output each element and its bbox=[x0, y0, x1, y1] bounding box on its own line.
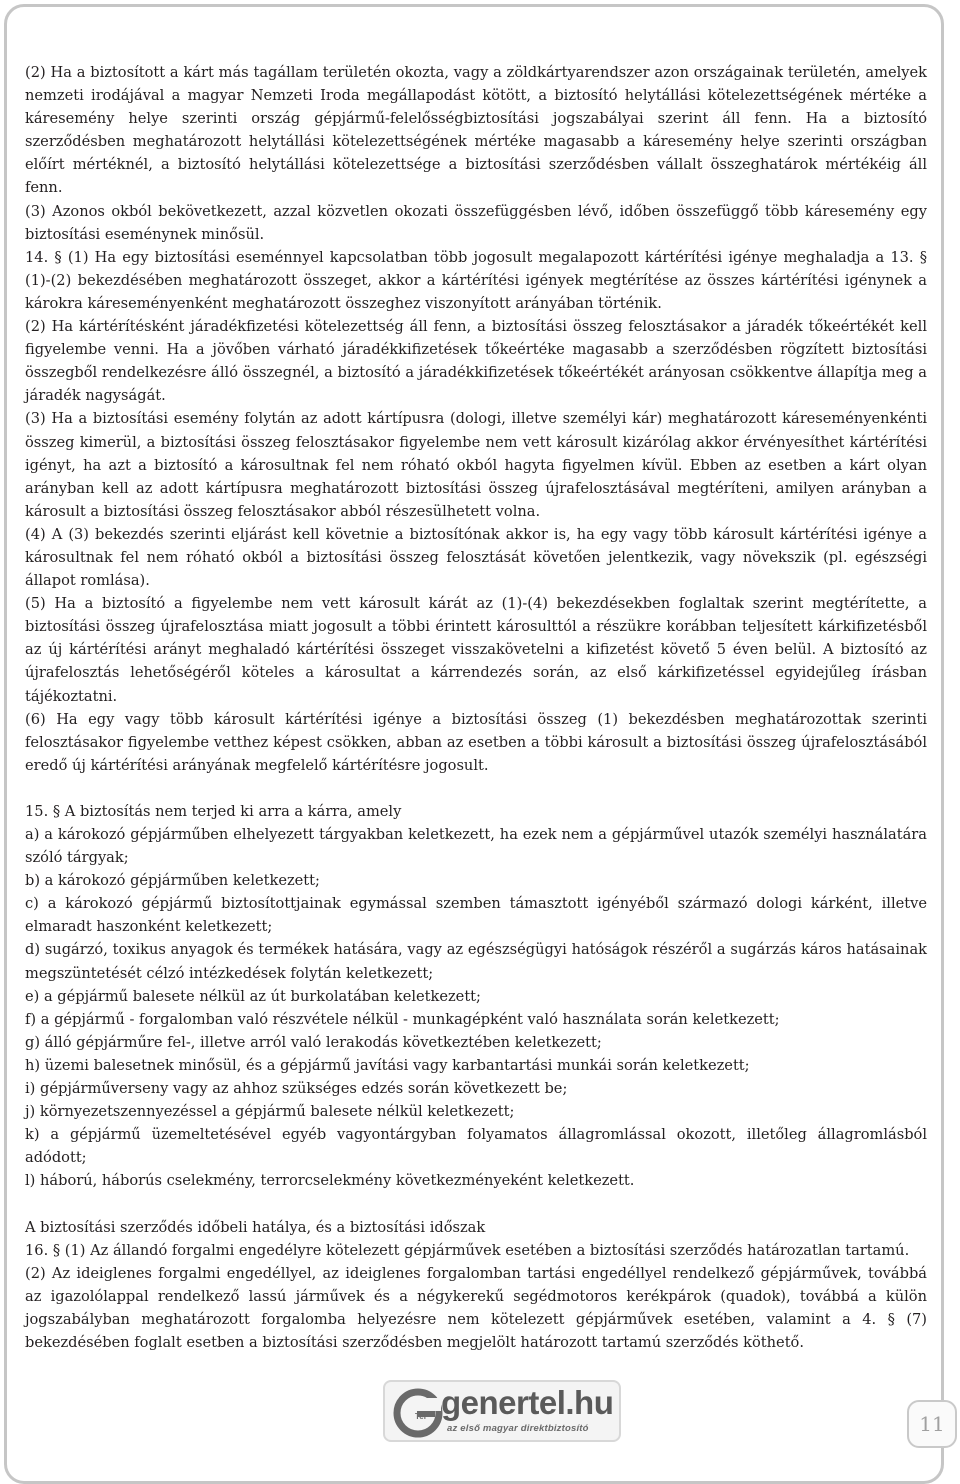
paragraph-14-1: 14. § (1) Ha egy biztosítási eseménnyel kapcsolatban több jogosult megalapozott kártérítési igénye meghaladja a 13. § (1)-(2) bekezdésében meghatározott összeget, akkor a kártérítési igények megtérítése az összes kártérítési igénynek a károkra káreseményenként meghatározott összeghez viszonyított arányában történik. bbox=[25, 248, 927, 312]
list-item-c: c) a károkozó gépjármű biztosítottjainak egymással szemben támasztott igényéből származó dologi kárként, illetve elmaradt haszonként keletkezett; bbox=[25, 895, 927, 936]
list-item-j: j) környezetszennyezéssel a gépjármű balesete nélkül keletkezett; bbox=[25, 1103, 515, 1121]
paragraph-14-2: (2) Ha kártérítésként járadékfizetési kötelezettség áll fenn, a biztosítási összeg felosztásakor a járadék tőkeértékét kell figyelembe venni. Ha a jövőben várható járadékkifizetések tőkeértéke magasabb a szerződésben rögzített biztosítási összegből rendelkezésre álló összegnél, a biztosító a járadékkifizetések tőkeértékét arányosan csökkentve állapítja meg a járadék nagyságát. bbox=[25, 318, 927, 405]
paragraph-13-2: (2) Ha a biztosított a kárt más tagállam területén okozta, vagy a zöldkártyarendszer azon országainak területén, amelyek nemzeti irodájával a magyar Nemzeti Iroda megállapodást kötött, a biztosító helytállási kötelezettségének mértéke a káresemény helye szerinti ország gépjármű-felelősségbiztosítási jogszabályai szerint áll fenn. Ha a biztosító szerződésben meghatározott helytállási kötelezettségének mértéke magasabb a káresemény helye szerinti országban előírt mértéknél, a biztosító helytállási kötelezettsége a biztosítási szerződésben vállalt összeghatárok mértékéig áll fenn. bbox=[25, 64, 927, 197]
section-15-heading: 15. § A biztosítás nem terjed ki arra a kárra, amely bbox=[25, 802, 402, 820]
list-item-l: l) háború, háborús cselekmény, terrorcselekmény következményeként keletkezett. bbox=[25, 1172, 635, 1190]
list-item-d: d) sugárzó, toxikus anyagok és termékek hatására, vagy az egészségügyi hatóságok részéről a sugárzás káros hatásainak megszüntetését célzó intézkedések folytán keletkezett; bbox=[25, 941, 927, 982]
logo-tagline: az első magyar direktbiztosító bbox=[447, 1423, 589, 1434]
genertel-g-icon bbox=[393, 1388, 443, 1438]
paragraph-14-6: (6) Ha egy vagy több károsult kártérítési igénye a biztosítási összeg (1) bekezdésben meghatározottak szerinti felosztásakor figyelembe vetthez képest csökken, abban az esetben a többi károsult a biztosítási összeg újrafelosztásából eredő új kártérítési arányának megfelelő kártérítésre jogosult. bbox=[25, 710, 927, 774]
list-item-b: b) a károkozó gépjárműben keletkezett; bbox=[25, 872, 320, 890]
genertel-logo bbox=[383, 1380, 621, 1442]
paragraph-13-3: (3) Azonos okból bekövetkezett, azzal közvetlen okozati összefüggésben lévő, időben összefüggő több káresemény egy biztosítási eseménynek minősül. bbox=[25, 202, 927, 243]
page-number: 11 bbox=[907, 1400, 957, 1448]
list-item-a: a) a károkozó gépjárműben elhelyezett tárgyakban keletkezett, ha ezek nem a gépjárművel utazók személyi használatára szóló tárgyak; bbox=[25, 826, 927, 867]
paragraph-16-2: (2) Az ideiglenes forgalmi engedéllyel, az ideiglenes forgalomban tartási engedéllyel rendelkező gépjárművek, továbbá az igazolólappal rendelkező lassú járművek és a négykerekű segédmotoros kerékpárok (quadok), továbbá a külön jogszabályban meghatározott forgalomba helyezésre nem kötelezett gépjárművek esetében, valamint a 4. § (7) bekezdésében foglalt esetben a biztosítási szerződésben megjelölt határozott tartamú szerződés köthető. bbox=[25, 1264, 927, 1351]
paragraph-14-4: (4) A (3) bekezdés szerinti eljárást kell követnie a biztosítónak akkor is, ha egy vagy több károsult kártérítési igénye a károsultnak fel nem róható okból a biztosítási összeg felosztását követően jelentkezik, vagy növekszik (pl. egészségi állapot romlása). bbox=[25, 525, 927, 590]
paragraph-14-5: (5) Ha a biztosító a figyelembe nem vett károsult kárát az (1)-(4) bekezdésekben foglaltak szerint megtérítette, a biztosítási összeg újrafelosztása miatt jogosult a többi érintett károsulttól a részükre korábban teljesített kárkifizetésből az új kártérítési arányt meghaladó kártérítési összeget visszakövetelni a kifizetést követő 5 éven belül. A biztosító az újrafelosztás lehetőségéről köteles a károsultat a kárrendezés során, az első kárkifizetéssel egyidejűleg írásban tájékoztatni. bbox=[25, 595, 927, 705]
list-item-k: k) a gépjármű üzemeltetésével egyéb vagyontárgyban folyamatos állagromlással okozott, illetőleg állagromlásból adódott; bbox=[25, 1126, 927, 1167]
list-item-e: e) a gépjármű balesete nélkül az út burkolatában keletkezett; bbox=[25, 987, 481, 1005]
document-body bbox=[25, 61, 927, 1354]
spacer bbox=[25, 1193, 927, 1216]
paragraph-14-3: (3) Ha a biztosítási esemény folytán az adott kártípusra (dologi, illetve személyi kár) meghatározott káreseményenkénti összeg kimerül, a biztosítási összeg felosztásakor figyelembe nem vett károsult kizárólag akkor érvényesíthet kártérítési igényt, ha azt a biztosító a károsultnak fel nem róható okból hagyta figyelmen kívül. Ebben az esetben a kárt olyan arányban kell az adott kártípusra meghatározott biztosítási összeg újrafelosztásával megtéríteni, amilyen arányban a károsult a biztosítási összeg felosztásakor abból részesülhetett volna. bbox=[25, 410, 927, 520]
list-item-i: i) gépjárműverseny vagy az ahhoz szükséges edzés során következett be; bbox=[25, 1080, 568, 1098]
section-16-title: A biztosítási szerződés időbeli hatálya, és a biztosítási időszak bbox=[25, 1218, 486, 1236]
svg-text:Tel: Tel bbox=[415, 1412, 426, 1421]
list-item-g: g) álló gépjárműre fel-, illetve arról való lerakodás következtében keletkezett; bbox=[25, 1033, 602, 1051]
list-item-h: h) üzemi balesetnek minősül, és a gépjármű javítási vagy karbantartási munkái során keletkezett; bbox=[25, 1056, 750, 1074]
list-item-f: f) a gépjármű - forgalomban való részvétele nélkül - munkagépként való használata során keletkezett; bbox=[25, 1010, 780, 1028]
logo-wordmark: genertel.hu bbox=[441, 1384, 614, 1421]
spacer bbox=[25, 777, 927, 800]
paragraph-16-1: 16. § (1) Az állandó forgalmi engedélyre kötelezett gépjárművek esetében a biztosítási szerződés határozatlan tartamú. bbox=[25, 1241, 910, 1259]
